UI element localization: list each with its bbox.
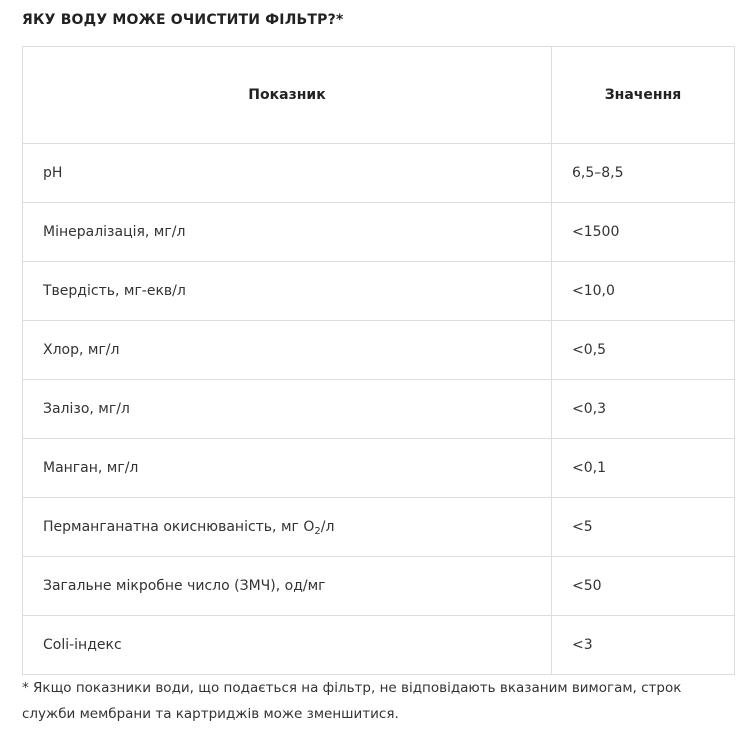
value-cell: <0,1 (552, 439, 735, 498)
parameter-cell: Хлор, мг/л (23, 321, 552, 380)
table-row (23, 380, 735, 439)
parameter-unit-text: /л (320, 519, 335, 535)
parameter-text: Перманганатна окиснюваність, мг О (43, 519, 315, 535)
table-row (23, 262, 735, 321)
footnote: * Якщо показники води, що подається на фільтр, не відповідають вказаним вимогам, строк служби мембрани та картриджів може зменшитися. (22, 680, 682, 722)
parameter-cell: Мінералізація, мг/л (23, 203, 552, 262)
parameter-cell: Твердість, мг-екв/л (23, 262, 552, 321)
header-value: Значення (552, 47, 735, 144)
table-row (23, 321, 735, 380)
water-parameters-table (22, 46, 735, 675)
parameter-cell: Coli-індекс (23, 616, 552, 675)
parameter-cell: Манган, мг/л (23, 439, 552, 498)
value-cell: <50 (552, 557, 735, 616)
header-parameter: Показник (23, 47, 552, 144)
table-header-row (23, 47, 735, 144)
value-cell: 6,5–8,5 (552, 144, 735, 203)
value-cell: <3 (552, 616, 735, 675)
table-row (23, 557, 735, 616)
parameter-cell: Загальне мікробне число (ЗМЧ), од/мг (23, 557, 552, 616)
parameter-cell (23, 498, 552, 557)
value-cell: <5 (552, 498, 735, 557)
value-cell: <10,0 (552, 262, 735, 321)
table-row (23, 439, 735, 498)
parameter-cell: Залізо, мг/л (23, 380, 552, 439)
parameter-cell: pH (23, 144, 552, 203)
table-row (23, 616, 735, 675)
subscript-text: 2 (314, 526, 321, 537)
section-title: ЯКУ ВОДУ МОЖЕ ОЧИСТИТИ ФІЛЬТР?* (22, 12, 344, 28)
table-row (23, 144, 735, 203)
value-cell: <1500 (552, 203, 735, 262)
table-row (23, 203, 735, 262)
value-cell: <0,5 (552, 321, 735, 380)
value-cell: <0,3 (552, 380, 735, 439)
table-row (23, 498, 735, 557)
